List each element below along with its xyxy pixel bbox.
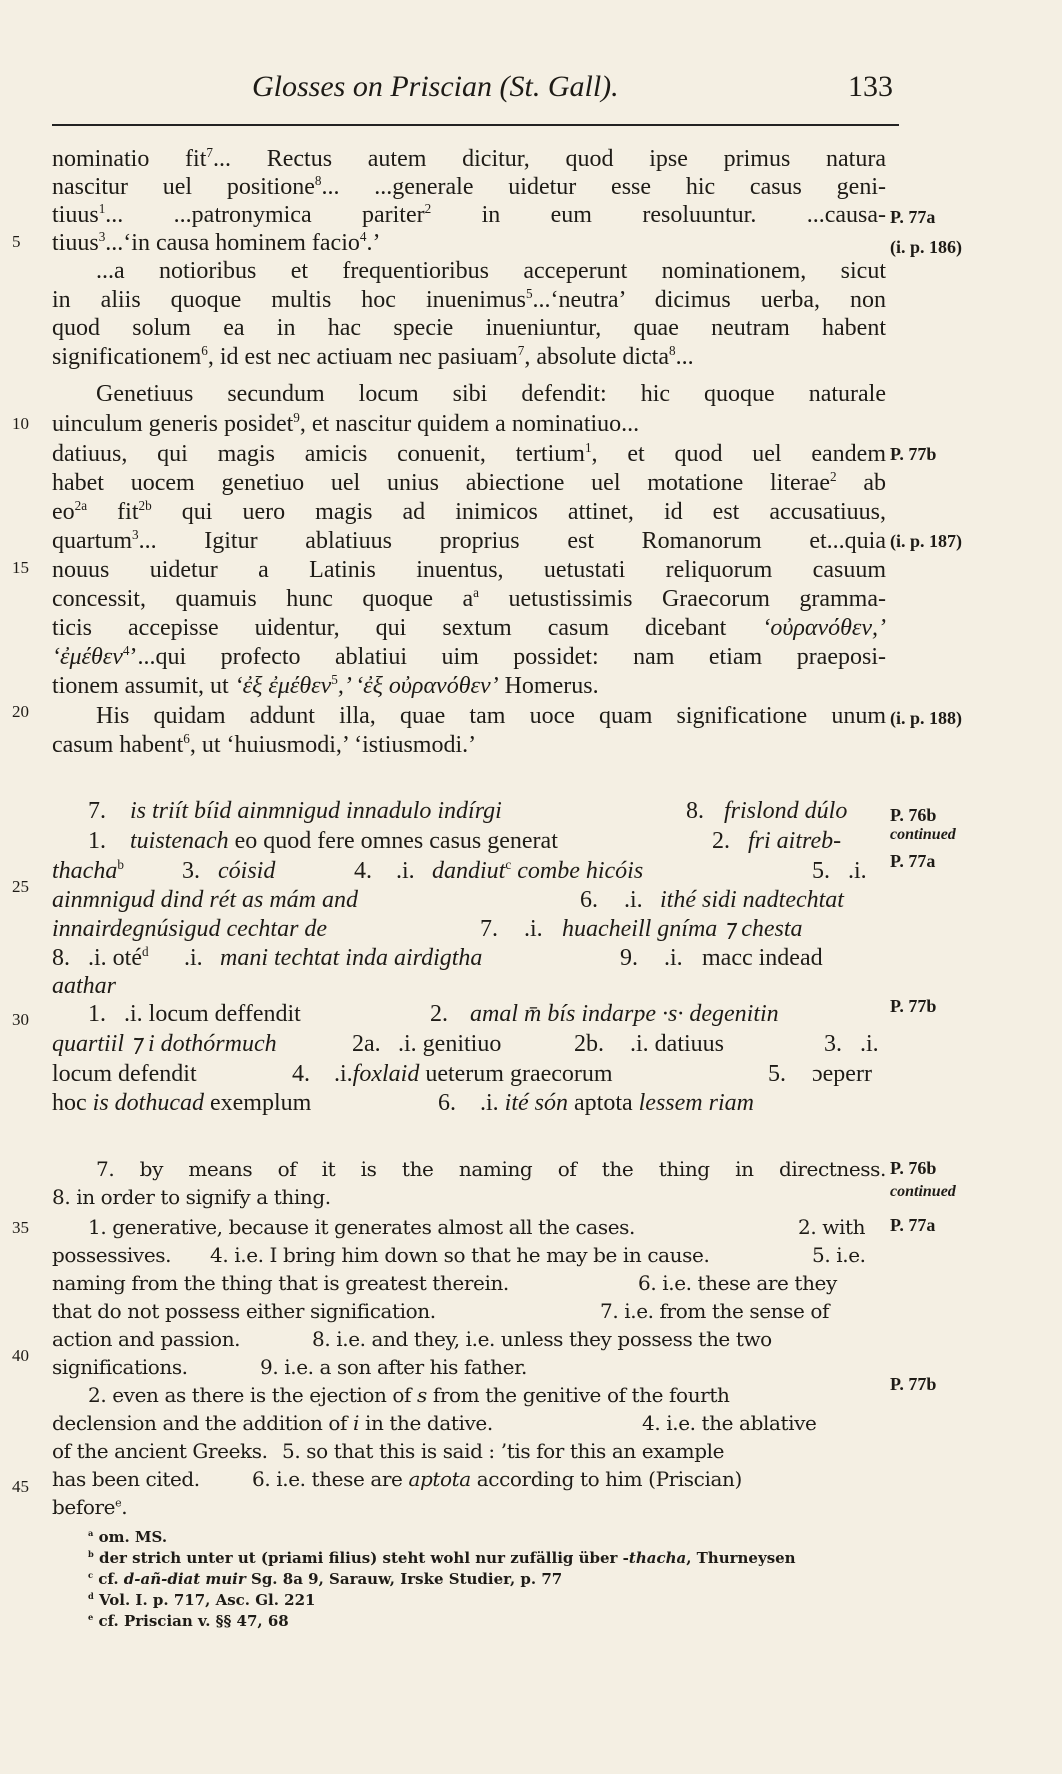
text-line: uinculum generis posidet$^9$, et nascitur quidem a nominatiuo...: [52, 410, 640, 437]
text-line: $eo^{2a}$ fit$^{2b}$ qui uero magis ad inimicos attinet, id est accusatiuus,: [52, 498, 887, 525]
margin-ref: continued: [890, 1183, 956, 1200]
translation-line: before$^e$.: [52, 1495, 128, 1519]
margin-ref: P. 77a: [890, 1215, 936, 1235]
margin-ref: P. 77a: [890, 851, 936, 871]
margin-ref: P. 77a: [890, 207, 936, 227]
text-line: tionem assumit, ut ‘ἐξ ἐμέθεν$^5$,’ ‘ἐξ οὐρανόθεν’ Homerus.: [52, 672, 599, 699]
margin-ref: (i. p. 186): [890, 237, 962, 257]
text-line: Genetiuus secundum locum sibi defendit: hic quoque naturale: [96, 381, 886, 407]
text-line: nascitur uel positione$^8$... ...generale uidetur esse hic casus geni-: [52, 173, 886, 200]
text-line: His quidam addunt illa, quae tam uoce quam significatione unum: [96, 703, 886, 729]
text-line: quartum$^3$... Igitur ablatiuus proprius est Romanorum et...quia: [52, 527, 886, 554]
margin-ref: P. 77b: [890, 1374, 937, 1394]
text-line: habet uocem genetiuo uel unius abiectione uel motatione literae$^2$ ab: [52, 469, 887, 496]
translation-line: 7. by means of it is the naming of the thing in directness.: [96, 1157, 886, 1181]
book-page: Glosses on Priscian (St. Gall). 133 5 10 15 20 25 30 35 40 45 P. 77a (i. p. 186) P. 77b (i. p. 187) (i. p. 188) P. 76b continued P. 77a P. 77b P. 76b continued P. 77a P. 77b nominatio fit$^7$... Rectus autem dicitur, quod ipse primus natura nascitur uel positione$^8$... ...generale uidetur esse hic casus geni- tiuus$^1$... ...patronymica pariter$^2$ in eum resoluuntur. ...causa- tiuus$^3$...‘in causa hominem facio$^4$.’ ...a notioribus et frequentioribus acceperunt nominationem, sicut in aliis quoque multis hoc inuenimus$^5$...‘neutra’ dicimus uerba, non quod solum ea in hac specie inueniuntur, quae neutram habent significationem$^6$, id est nec actiuam nec pasiuam$^7$, absolute dicta$^8$... Genetiuus secundum locum sibi defendit: hic quoque naturale uinculum generis posidet$^9$, et nascitur quidem a nominatiuo... datiuus, qui magis amicis conuenit, tertium$^1$, et quod uel eandem habet uocem genetiuo uel unius abiectione uel motatione literae$^2$ ab $eo^{2a}$ fit$^{2b}$ qui uero magis ad inimicos attinet, id est accusatiuus, quartum$^3$... Igitur ablatiuus proprius est Romanorum et...quia nouus uidetur a Latinis inuentus, uetustati reliquorum casuum concessit, quamuis hunc quoque $a^a$ uetustissimis Graecorum gramma- ticis accepisse uidentur, qui sextum casum dicebant ‘οὐρανόθεν,’ ‘ἐμέθεν$^4$’...qui profecto ablatiui uim possidet: nam etiam praeposi- tionem assumit, ut ‘ἐξ ἐμέθεν$^5$,’ ‘ἐξ οὐρανόθεν’ Homerus. His quidam addunt illa, quae tam uoce quam significatione unum casum habent$^6$, ut ‘huiusmodi,’ ‘istiusmodi.’ 7. is triít bíid ainmnigud innadulo indírgi 8. frislond dúlo 1. tuistenach eo quod fere omnes casus generat 2. fri aitreb- thacha$^b$ 3. cóisid 4. .i. dandiut$^c$ combe hicóis 5. .i. ainmnigud dind rét as mám and 6. .i. ithé sidi nadtechtat innairdegnúsigud cechtar de 7. .i. huacheill gníma ⁊ chesta 8. .i. oté$^d$ .i. mani techtat inda airdigtha 9. .i. macc indead aathar 1. .i. locum deffendit 2. amal m̄ bís indarpe ·s· degenitin quartiil ⁊ i dothórmuch 2a. .i. genitiuo 2b. .i. datiuus 3. .i. locum defendit 4. .i.foxlaid ueterum graecorum 5. ɔeperr hoc is dothucad exemplum 6. .i. ité són aptota lessem riam 7. by means of it is the naming of the thing in directness. 8. in order to signify a thing. 1. generative, because it generates almost all the cases. 2. with possessives. 4. i.e. I bring him down so that he may be in cause. 5. i.e. naming from the thing that is greatest therein. 6. i.e. these are they that do not possess either signification. 7. i.e. from the sense of action and passion. 8. i.e. and they, i.e. unless they possess the two significations. 9. i.e. a son after his father. 2. even as there is the ejection of s from the genitive of the fourth declension and the addition of i in the dative. 4. i.e. the ablative of the ancient Greeks. 5. so that this is said : ’tis for this an example has been cited. 6. i.e. these are aptota according to him (Priscian) before$^e$. $^a$ om. MS. $^b$ der strich unter ut (priami filius) steht wohl nur zufällig über -thacha, Thurneysen $^c$ cf. d-añ-diat muir Sg. 8a 9, Sarauw, Irske Studier, p. 77 $^d$ Vol. I. p. 717, Asc. Gl. 221 $^e$ cf. Priscian v. §§ 47, 68: [0, 0, 1062, 1774]
footnote: $^d$ Vol. I. p. 717, Asc. Gl. 221: [88, 1591, 316, 1609]
line-number: 30: [12, 1010, 29, 1029]
footnote: $^c$ cf. d-añ-diat muir Sg. 8a 9, Sarauw, Irske Studier, p. 77: [88, 1570, 563, 1588]
running-header: [0, 70, 1062, 110]
text-line: ...a notioribus et frequentioribus acceperunt nominationem, sicut: [96, 258, 886, 284]
line-number: 5: [12, 232, 21, 251]
gloss-line: aathar: [52, 973, 117, 999]
running-title: Glosses on Priscian (St. Gall).: [252, 70, 619, 103]
page-number: 133: [848, 70, 893, 103]
text-line: concessit, quamuis hunc quoque $a^a$ uetustissimis Graecorum gramma-: [52, 585, 886, 612]
margin-ref: (i. p. 188): [890, 708, 962, 728]
line-number: 40: [12, 1346, 29, 1365]
text-line: nouus uidetur a Latinis inuentus, uetustati reliquorum casuum: [52, 557, 886, 583]
text-line: ticis accepisse uidentur, qui sextum casum dicebant ‘οὐρανόθεν,’: [52, 615, 886, 641]
line-number: 35: [12, 1218, 29, 1237]
text-line: casum habent$^6$, ut ‘huiusmodi,’ ‘istiusmodi.’: [52, 731, 477, 758]
line-number: 15: [12, 558, 29, 577]
text-line: nominatio fit$^7$... Rectus autem dicitur, quod ipse primus natura: [52, 145, 886, 172]
footnote: $^e$ cf. Priscian v. §§ 47, 68: [88, 1612, 289, 1630]
text-line: tiuus$^1$... ...patronymica pariter$^2$ in eum resoluuntur. ...causa-: [52, 201, 887, 228]
margin-ref: P. 77b: [890, 444, 937, 464]
header-rule: [52, 124, 899, 126]
margin-ref: P. 76b: [890, 1158, 937, 1178]
footnote: $^b$ der strich unter ut (priami filius) steht wohl nur zufällig über -thacha, Thurneysen: [88, 1549, 796, 1567]
text-line: datiuus, qui magis amicis conuenit, tertium$^1$, et quod uel eandem: [52, 440, 886, 467]
margin-ref: P. 76b: [890, 805, 937, 825]
text-line: tiuus$^3$...‘in causa hominem facio$^4$.’: [52, 229, 381, 256]
footnote: $^a$ om. MS.: [88, 1528, 168, 1546]
line-number: 10: [12, 414, 29, 433]
line-number: 20: [12, 702, 29, 721]
line-number: 45: [12, 1477, 29, 1496]
line-number: 25: [12, 877, 29, 896]
margin-ref: P. 77b: [890, 996, 937, 1016]
text-line: in aliis quoque multis hoc inuenimus$^5$...‘neutra’ dicimus uerba, non: [52, 286, 886, 313]
margin-ref: continued: [890, 826, 956, 843]
text-line: significationem$^6$, id est nec actiuam nec pasiuam$^7$, absolute dicta$^8$...: [52, 343, 694, 370]
text-line: quod solum ea in hac specie inueniuntur, quae neutram habent: [52, 315, 886, 341]
margin-ref: (i. p. 187): [890, 531, 962, 551]
translation-line: 8. in order to signify a thing.: [52, 1185, 331, 1209]
text-line: ‘ἐμέθεν$^4$’...qui profecto ablatiui uim possidet: nam etiam praeposi-: [52, 643, 886, 670]
